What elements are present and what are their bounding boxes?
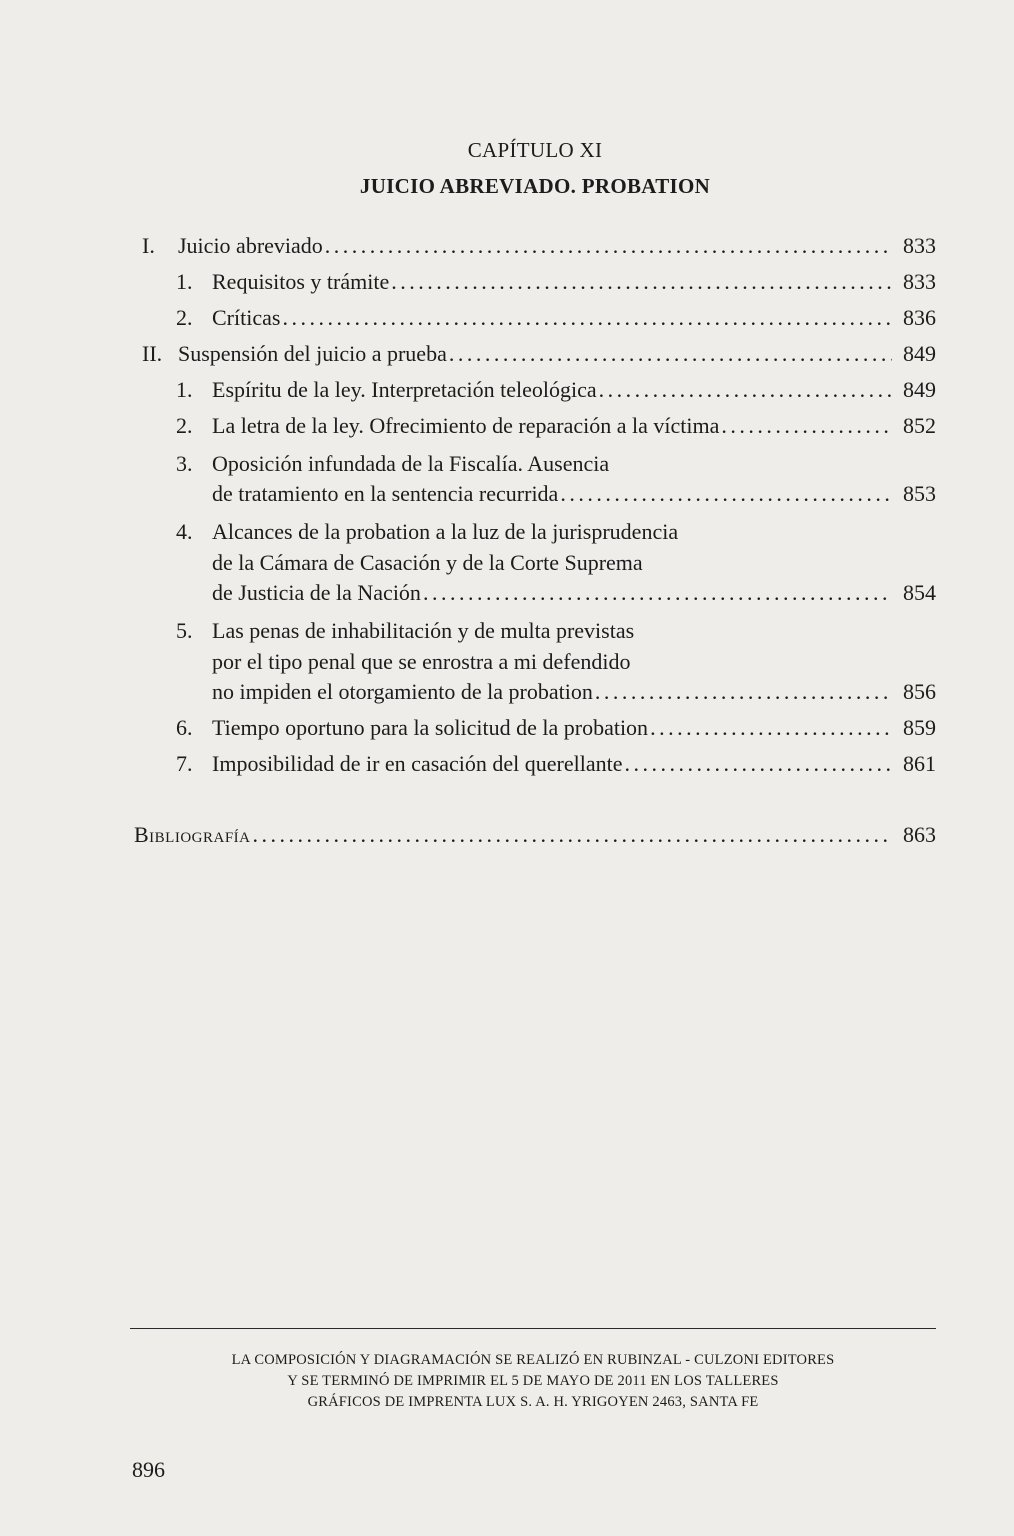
- toc-entry-number: 1.: [176, 269, 193, 294]
- toc-entry-number: 1.: [176, 377, 193, 402]
- toc-entry-label: Espíritu de la ley. Interpretación teleológica: [212, 377, 597, 402]
- dot-leader: [447, 337, 892, 371]
- toc-entry: [176, 373, 936, 407]
- toc-entry-continued: [176, 515, 678, 549]
- dot-leader: [280, 301, 892, 335]
- toc-entry: [176, 711, 936, 745]
- toc-entry-number: 6.: [176, 715, 193, 740]
- toc-entry-continued: [176, 614, 634, 648]
- toc-entry-page: 833: [903, 269, 936, 294]
- chapter-title: JUICIO ABREVIADO. PROBATION: [359, 174, 711, 198]
- toc-entry-page: 854: [903, 580, 936, 605]
- toc-entry-label: no impiden el otorgamiento de la probation: [212, 679, 593, 704]
- toc-entry-page: 861: [903, 751, 936, 776]
- toc-entry-number: I.: [142, 233, 155, 258]
- colophon-divider: [130, 1328, 936, 1329]
- toc-entry-label: Tiempo oportuno para la solicitud de la probation: [212, 715, 649, 740]
- toc-entry: [176, 747, 936, 781]
- toc-entry-number: 2.: [176, 413, 193, 438]
- dot-leader: [251, 818, 892, 852]
- toc-entry-label: Requisitos y trámite: [212, 269, 390, 294]
- toc-entry: [212, 477, 936, 511]
- toc-entry-page: 833: [903, 233, 936, 258]
- toc-entry-page: 853: [903, 481, 936, 506]
- toc-bibliography: [134, 818, 936, 852]
- toc-entry: [142, 337, 936, 371]
- colophon: [130, 1350, 936, 1413]
- dot-leader: [648, 711, 892, 745]
- toc-entry-label: Críticas: [212, 305, 281, 330]
- toc-entry: [176, 409, 936, 443]
- dot-leader: [421, 576, 892, 610]
- toc-entry-number: 2.: [176, 305, 193, 330]
- toc-entry-label: Juicio abreviado: [178, 233, 323, 258]
- toc-entry-page: 856: [903, 679, 936, 704]
- toc-entry-label: La letra de la ley. Ofrecimiento de reparación a la víctima: [212, 413, 720, 438]
- toc-entry-label: Imposibilidad de ir en casación del querellante: [212, 751, 623, 776]
- dot-leader: [389, 265, 892, 299]
- toc-entry-number: 3.: [176, 451, 193, 476]
- toc-entry-page: 836: [903, 305, 936, 330]
- dot-leader: [323, 229, 892, 263]
- toc-entry-number: 4.: [176, 519, 193, 544]
- toc-entry-page: 849: [903, 377, 936, 402]
- dot-leader: [719, 409, 892, 443]
- dot-leader: [623, 747, 892, 781]
- toc-entry-line: Oposición infundada de la Fiscalía. Ausencia: [212, 451, 610, 476]
- toc-entry-page: 859: [903, 715, 936, 740]
- toc-entry-label: Suspensión del juicio a prueba: [178, 341, 447, 366]
- dot-leader: [593, 675, 892, 709]
- toc-entry: [176, 265, 936, 299]
- colophon-line: GRÁFICOS DE IMPRENTA LUX S. A. H. YRIGOYEN 2463, SANTA FE: [307, 1394, 759, 1410]
- chapter-number: CAPÍTULO XI: [467, 138, 603, 162]
- colophon-line: LA COMPOSICIÓN Y DIAGRAMACIÓN SE REALIZÓ EN RUBINZAL - CULZONI EDITORES: [231, 1352, 835, 1368]
- toc-entry: [212, 675, 936, 709]
- page-number: 896: [132, 1457, 165, 1482]
- toc-entry-line: por el tipo penal que se enrostra a mi defendido: [212, 649, 631, 674]
- dot-leader: [597, 373, 892, 407]
- bibliography-label: Bibliografía: [134, 822, 251, 847]
- toc-entry-line: Las penas de inhabilitación y de multa previstas: [212, 618, 635, 643]
- toc-entry-number: 7.: [176, 751, 193, 776]
- colophon-line: Y SE TERMINÓ DE IMPRIMIR EL 5 DE MAYO DE 2011 EN LOS TALLERES: [287, 1373, 779, 1389]
- toc-entry: [142, 229, 936, 263]
- bibliography-page: 863: [903, 822, 936, 847]
- toc-entry-label: de Justicia de la Nación: [212, 580, 421, 605]
- toc-entry-label: de tratamiento en la sentencia recurrida: [212, 481, 559, 506]
- toc-entry-page: 852: [903, 413, 936, 438]
- toc-entry-number: 5.: [176, 618, 193, 643]
- dot-leader: [558, 477, 892, 511]
- toc-entry-line: Alcances de la probation a la luz de la jurisprudencia: [212, 519, 679, 544]
- toc-entry: [212, 576, 936, 610]
- toc-entry-continued: [176, 447, 609, 481]
- toc-entry: [176, 301, 936, 335]
- toc-entry-number: II.: [142, 341, 163, 366]
- toc-entry-line: de la Cámara de Casación y de la Corte Suprema: [212, 550, 643, 575]
- toc-entry-page: 849: [903, 341, 936, 366]
